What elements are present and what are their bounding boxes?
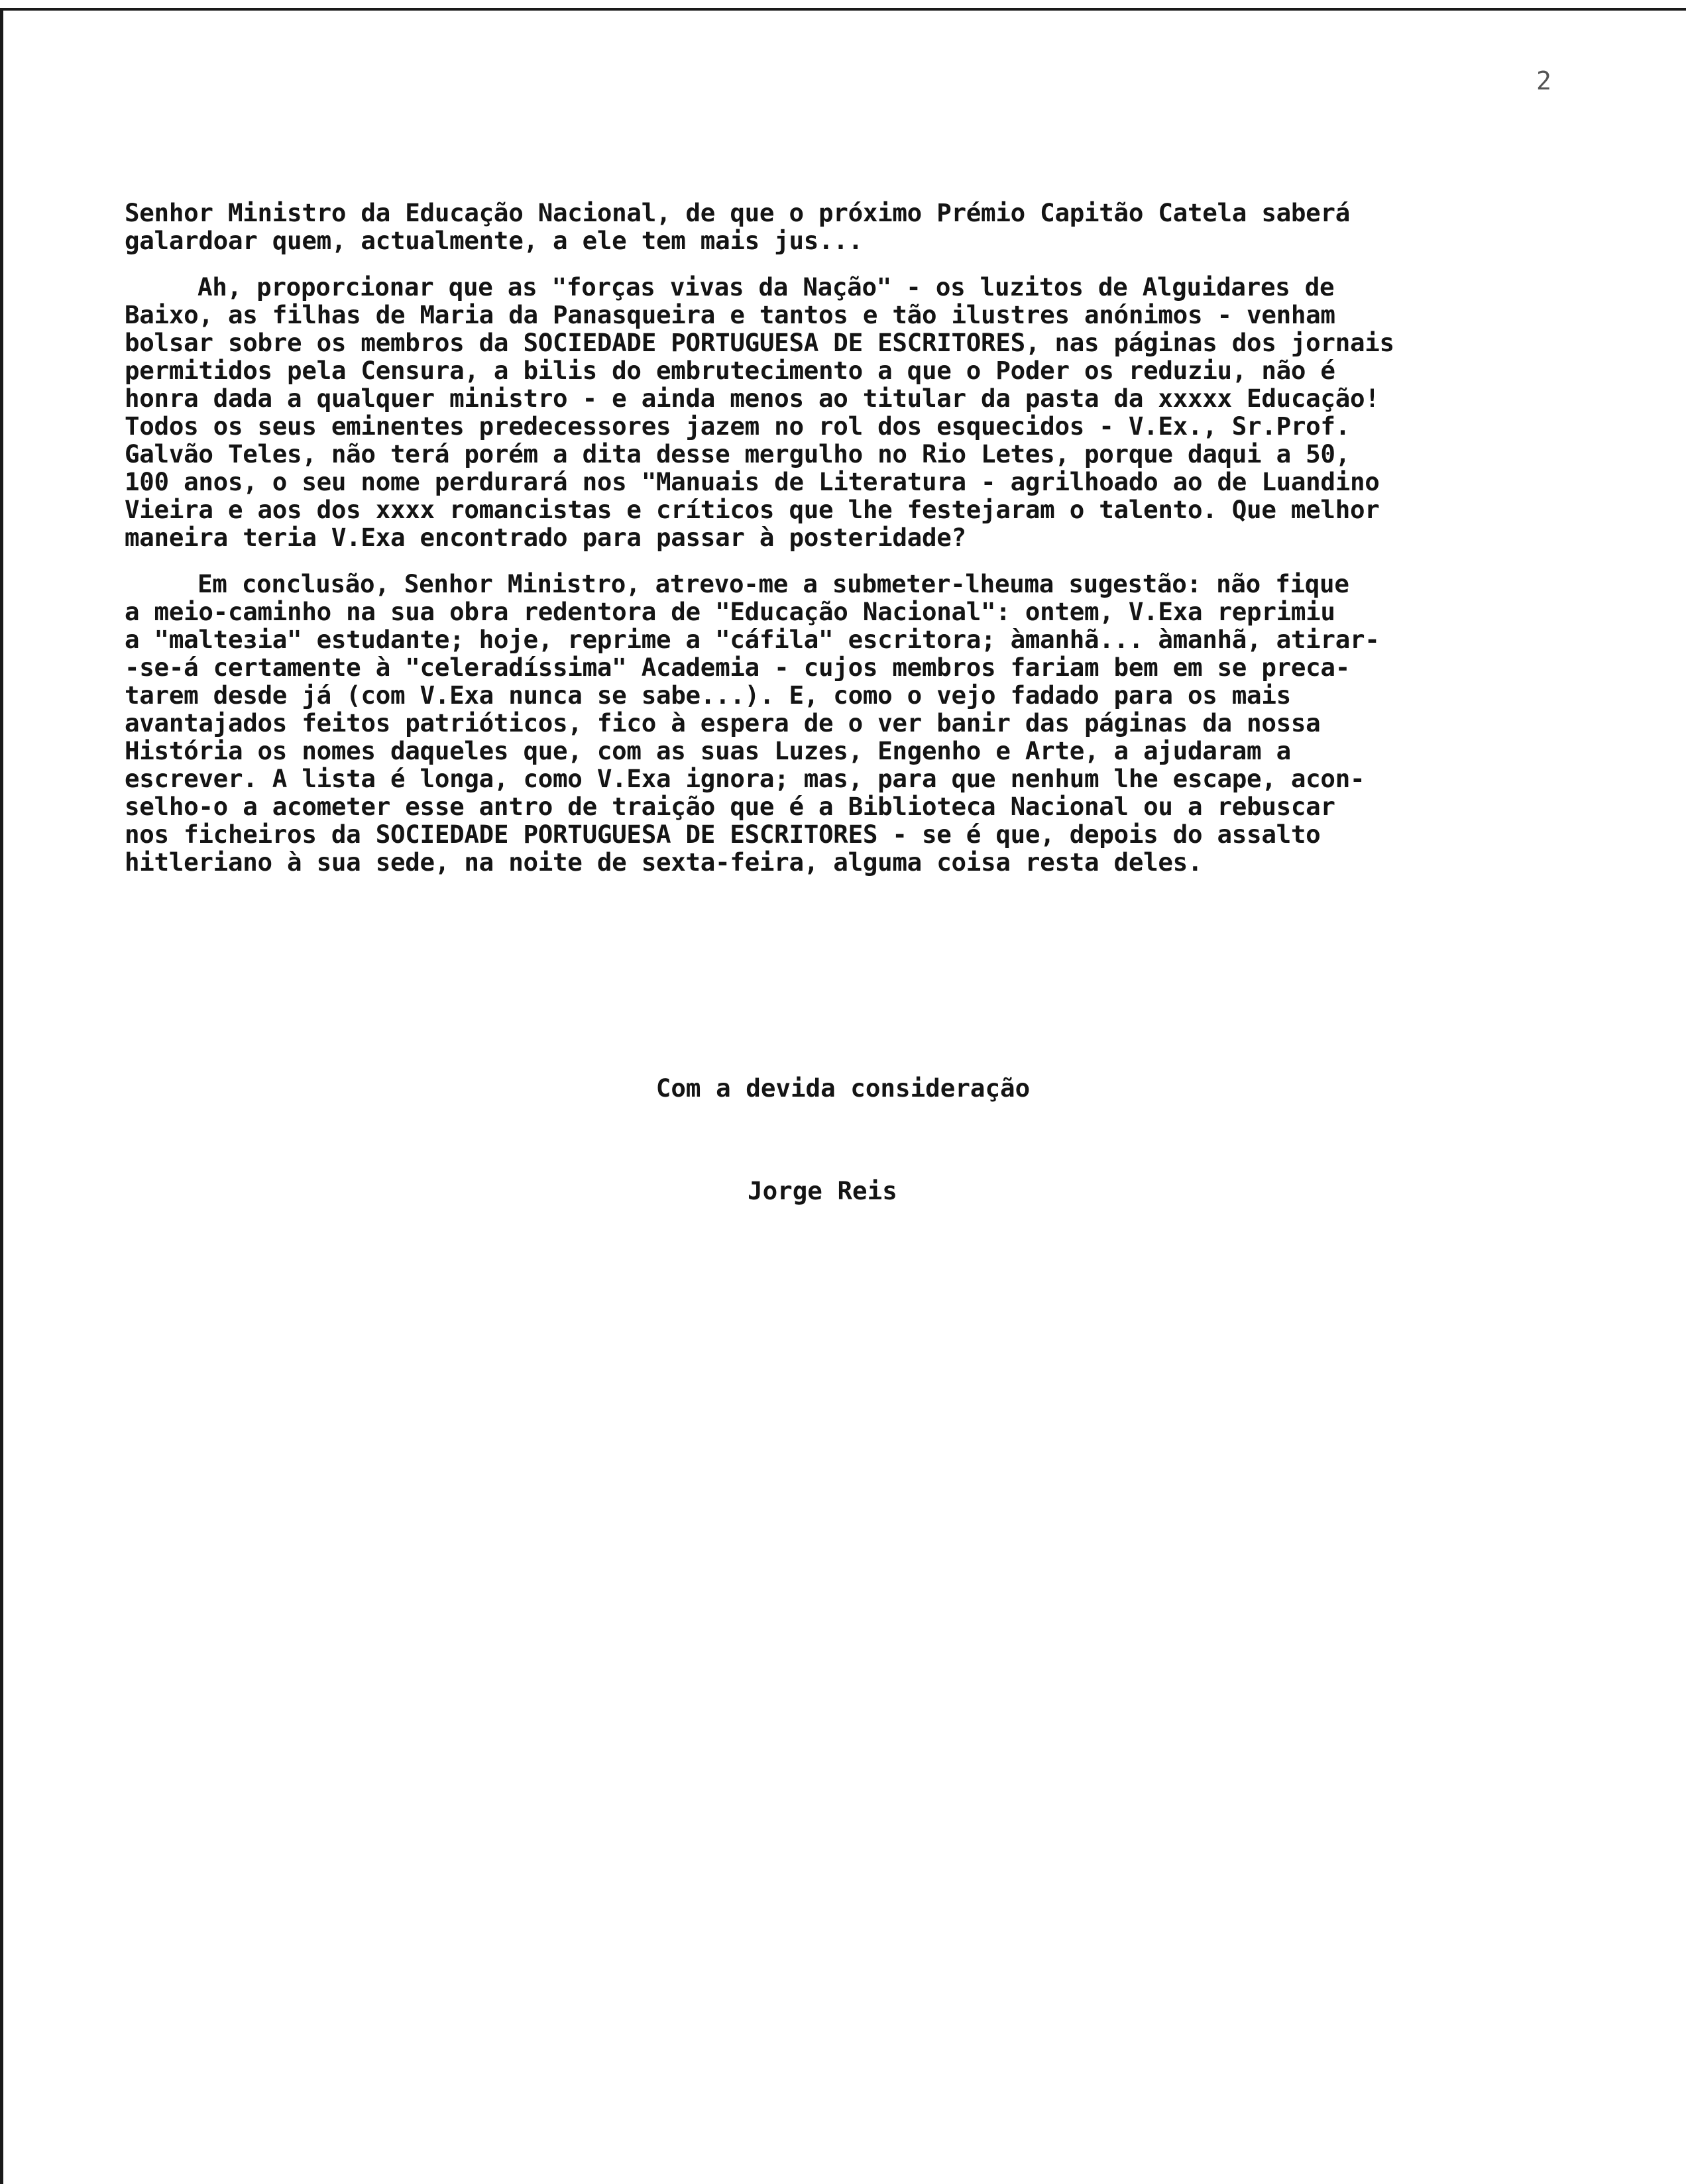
text-line: Galvão Teles, não terá porém a dita desse mergulho no Rio Letes, porque daqui a 50, [125, 439, 1350, 468]
text-line: galardoar quem, actualmente, a ele tem mais jus... [125, 226, 863, 255]
text-line: honra dada a qualquer ministro - e ainda menos ao titular da pasta da xxxxx Educação! [125, 384, 1380, 413]
text-line: avantajados feitos patrióticos, fico à espera de o ver banir das páginas da nossa [125, 708, 1321, 737]
text-line: maneira teria V.Exa encontrado para passar à posteridade? [125, 523, 966, 552]
text-line: Baixo, as filhas de Maria da Panasqueira e tantos e tão ilustres anónimos - venham [125, 300, 1335, 329]
letter-body [125, 199, 1556, 876]
text-line: bolsar sobre os membros da SOCIEDADE PORTUGUESA DE ESCRITORES, nas páginas dos jornais [125, 328, 1394, 357]
signature: Jorge Reis [748, 1176, 897, 1205]
text-line: Senhor Ministro da Educação Nacional, de que o próximo Prémio Capitão Catela saberá [125, 198, 1350, 227]
page-edge-top [0, 8, 1686, 11]
text-line: Ah, proporcionar que as "forças vivas da Nação" - os luzitos de Alguidares de [197, 272, 1335, 301]
text-line: Todos os seus eminentes predecessores jazem no rol dos esquecidos - V.Ex., Sr.Prof. [125, 411, 1350, 441]
paragraph [125, 570, 1556, 876]
closing-salutation: Com a devida consideração [655, 1073, 1031, 1103]
text-line: a meio-caminho na sua obra redentora de "Educação Nacional": ontem, V.Exa reprimiu [125, 597, 1335, 626]
text-line: História os nomes daqueles que, com as suas Luzes, Engenho e Arte, a ajudaram a [125, 736, 1291, 765]
paragraph [125, 199, 1556, 254]
page-number: 2 [1536, 66, 1551, 95]
paragraph [125, 273, 1556, 551]
text-line: Em conclusão, Senhor Ministro, atrevo-me a submeter-lheuma sugestão: não fique [197, 569, 1349, 598]
text-line: hitleriano à sua sede, na noite de sexta-feira, alguma coisa resta deles. [125, 847, 1203, 877]
text-line: nos ficheiros da SOCIEDADE PORTUGUESA DE ESCRITORES - se é que, depois do assalto [125, 820, 1321, 849]
text-line: a "malteзia" estudante; hoje, reprime a "cáfila" escritora; àmanhã... àmanhã, atirar- [125, 625, 1380, 654]
text-line: Vieira e aos dos xxxx romancistas e críticos que lhe festejaram o talento. Que melhor [125, 495, 1380, 524]
text-line: selho-o a acometer esse antro de traição que é a Biblioteca Nacional ou a rebuscar [125, 792, 1335, 821]
text-line: -se-á certamente à "celeradíssima" Academia - cujos membros fariam bem em se preca- [125, 653, 1350, 682]
text-line: escrever. A lista é longa, como V.Exa ignora; mas, para que nenhum lhe escape, acon- [125, 764, 1365, 793]
text-line: permitidos pela Censura, a bilis do embrutecimento a que o Poder os reduziu, não é [125, 356, 1335, 385]
text-line: 100 anos, o seu nome perdurará nos "Manuais de Literatura - agrilhoado ao de Luandino [125, 467, 1380, 496]
paragraph-spacer [125, 551, 1556, 570]
paragraph-spacer [125, 254, 1556, 273]
text-line: tarem desde já (com V.Exa nunca se sabe...). E, como o vejo fadado para os mais [125, 681, 1291, 710]
